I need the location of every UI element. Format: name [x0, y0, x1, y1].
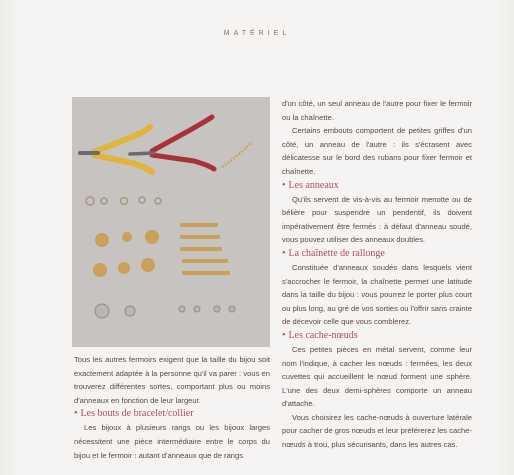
left-column	[74, 353, 270, 462]
heading-text: La chaînette de rallonge	[288, 247, 385, 259]
right-paragraph-2: Certains embouts comportent de petites griffes d'un côté, un anneau de l'autre : ils s'écrasent avec délicatesse sur le bord des rubans pour fixer fermoir et chaînette.	[282, 126, 472, 176]
left-paragraph-1: Tous les autres fermoirs exigent que la taille du bijou soit exactement adaptée à la personne qu'il va parer : vous en trouverez différentes sortes, comportant plus ou moins d'anneaux en fonction de leur largeur.	[74, 355, 270, 405]
heading-text: Les anneaux	[288, 179, 339, 191]
right-paragraph-3: Qu'ils servent de vis-à-vis au fermoir menotte ou de bélière pour suspendre un pendentif, ils doivent impérativement être fermés : à défaut d'anneau soudé, vous pouvez utiliser des anneaux doubles.	[282, 194, 472, 245]
bullet-icon: •	[74, 408, 78, 420]
right-paragraph-6: Vous choisirez les cache-nœuds à ouverture latérale pour cacher de gros nœuds et leur préférerez les cache-nœuds à trou, plus sécurisants, dans les autres cas.	[282, 412, 472, 450]
left-paragraph-2: Les bijoux à plusieurs rangs ou les bijoux larges nécessitent une pièce intermédiaire entre le corps du bijou et le fermoir : autant d'anneaux que de rangs	[74, 423, 270, 460]
heading-text: Les bouts de bracelet/collier	[80, 408, 194, 420]
heading-anneaux	[282, 179, 472, 193]
jewelry-findings-illustration	[72, 97, 270, 347]
right-paragraph-4: Constituée d'anneaux soudés dans lesquels vient s'accrocher le fermoir, la chaînette permet une latitude dans la taille du bijou : vous pourrez le porter plus court ou plus long, au gré de vos sorties ou l'offrir sans crainte de décevoir celle que vous comblerez.	[282, 262, 472, 327]
right-paragraph-1: d'un côté, un seul anneau de l'autre pour fixer le fermoir ou la chaînette.	[282, 99, 472, 122]
materials-photo	[72, 97, 270, 347]
heading-text: Les cache-nœuds	[288, 329, 358, 341]
right-column	[282, 97, 472, 452]
bullet-icon: •	[282, 179, 286, 191]
heading-chainette	[282, 247, 472, 261]
right-paragraph-5: Ces petites pièces en métal servent, comme leur nom l'indique, à cacher les nœuds : fermées, les deux cuvettes qui accueillent le nœud forment une sphère. L'une des deux demi-sphères comporte un anneau d'attache.	[282, 344, 472, 409]
page-header: MATÉRIEL	[223, 30, 291, 37]
heading-bouts-de-bracelet	[74, 407, 270, 421]
bullet-icon: •	[282, 329, 286, 341]
bullet-icon: •	[282, 247, 286, 259]
heading-cache-noeuds	[282, 329, 472, 343]
